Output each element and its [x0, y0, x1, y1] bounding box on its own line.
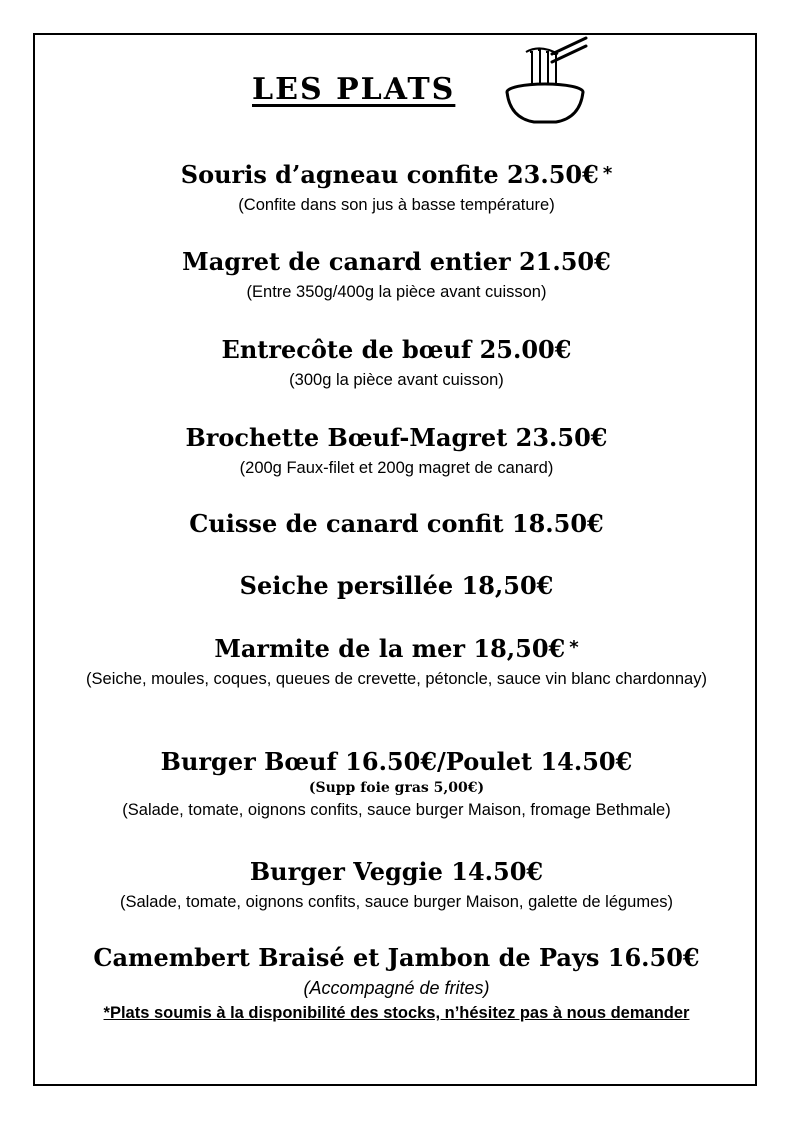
- item-desc: (300g la pièce avant cuisson): [289, 371, 504, 389]
- item-name: Burger Bœuf 16.50€/Poulet 14.50€: [160, 747, 633, 776]
- menu-item: [0, 858, 793, 914]
- menu-item: [0, 336, 793, 392]
- menu-item: [0, 510, 793, 538]
- item-name: Camembert Braisé et Jambon de Pays 16.50€: [93, 943, 700, 972]
- item-name: Seiche persillée 18,50€: [239, 571, 554, 600]
- item-desc: (Entre 350g/400g la pièce avant cuisson): [246, 283, 547, 301]
- item-desc: (200g Faux-filet et 200g magret de canard): [239, 459, 554, 477]
- item-desc: (Accompagné de frites): [303, 978, 490, 998]
- stock-star: *: [569, 637, 579, 658]
- item-desc: (Salade, tomate, oignons confits, sauce burger Maison, fromage Bethmale): [122, 801, 671, 819]
- menu-item: [0, 424, 793, 480]
- item-name: Cuisse de canard confit 18.50€: [189, 509, 604, 538]
- item-desc: (Confite dans son jus à basse température): [238, 196, 555, 214]
- item-name: Entrecôte de bœuf 25.00€: [221, 335, 572, 364]
- menu-item: [0, 248, 793, 304]
- menu-item: [0, 944, 793, 1000]
- item-name: Brochette Bœuf-Magret 23.50€: [185, 423, 608, 452]
- stock-note: *Plats soumis à la disponibilité des stocks, n’hésitez pas à nous demander: [103, 1004, 690, 1022]
- item-supplement: (Supp foie gras 5,00€): [308, 780, 485, 796]
- menu-item: [0, 572, 793, 600]
- menu-item: [0, 634, 793, 691]
- menu-item: [0, 748, 793, 822]
- noodle-bowl-icon: [500, 32, 590, 127]
- item-desc: (Seiche, moules, coques, queues de crevette, pétoncle, sauce vin blanc chardonnay): [86, 670, 707, 688]
- stock-star: *: [602, 163, 613, 184]
- item-desc: (Salade, tomate, oignons confits, sauce burger Maison, galette de légumes): [119, 893, 674, 911]
- item-name: Burger Veggie 14.50€: [249, 857, 544, 886]
- item-name: Souris d’agneau confite 23.50€: [180, 160, 599, 189]
- item-name: Magret de canard entier 21.50€: [182, 247, 611, 276]
- header: [0, 32, 793, 122]
- page-title: LES PLATS: [252, 72, 456, 107]
- item-name: Marmite de la mer 18,50€: [214, 634, 566, 663]
- menu-item: [0, 160, 793, 217]
